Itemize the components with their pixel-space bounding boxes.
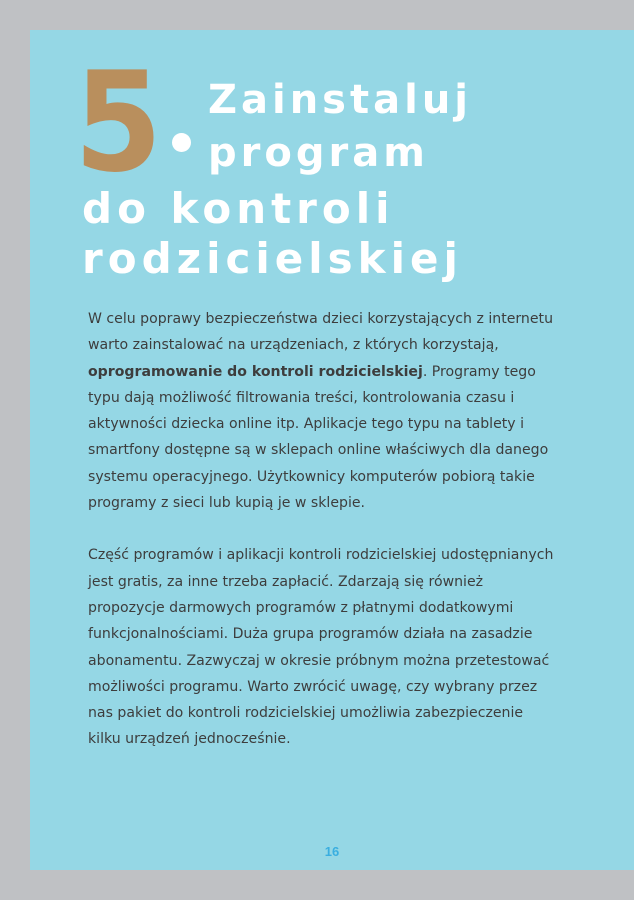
paragraph-1-bold: oprogramowanie do kontroli rodzicielskiej	[88, 363, 423, 380]
title-line-1: Zainstaluj	[208, 77, 473, 123]
body-text	[88, 306, 558, 779]
page-number: 16	[324, 844, 340, 859]
title-line-2: program	[208, 130, 429, 176]
title-line-3: do kontroli	[82, 184, 395, 233]
title-line-4: rodzicielskiej	[82, 234, 463, 283]
section-number-dot	[172, 133, 191, 152]
paragraph-2: Część programów i aplikacji kontroli rodzicielskiej udostępnianych jest gratis, za inne trzeba zapłacić. Zdarzają się również propozycje darmowych programów z płatnymi dodatkowymi funkcjonalnościami. Duża grupa programów działa na zasadzie abonamentu. Zazwyczaj w okresie próbnym można przetestować możliwości programu. Warto zwrócić uwagę, czy wybrany przez nas pakiet do kontroli rodzicielskiej umożliwia zabezpieczenie kilku urządzeń jednocześnie.	[88, 547, 554, 748]
section-number: 5	[74, 42, 163, 203]
paragraph-1-end: . Programy tego typu dają możliwość filtrowania treści, kontrolowania czasu i aktywności dziecka online itp. Aplikacje tego typu na tablety i smartfony dostępne są w sklepach online właściwych dla danego systemu operacyjnego. Użytkownicy komputerów pobiorą takie programy z sieci lub kupią je w sklepie.	[88, 363, 549, 512]
paragraph-1	[88, 306, 558, 516]
page	[30, 30, 634, 870]
paragraph-1-start: W celu poprawy bezpieczeństwa dzieci korzystających z internetu warto zainstalować na urządzeniach, z których korzystają,	[88, 311, 553, 354]
